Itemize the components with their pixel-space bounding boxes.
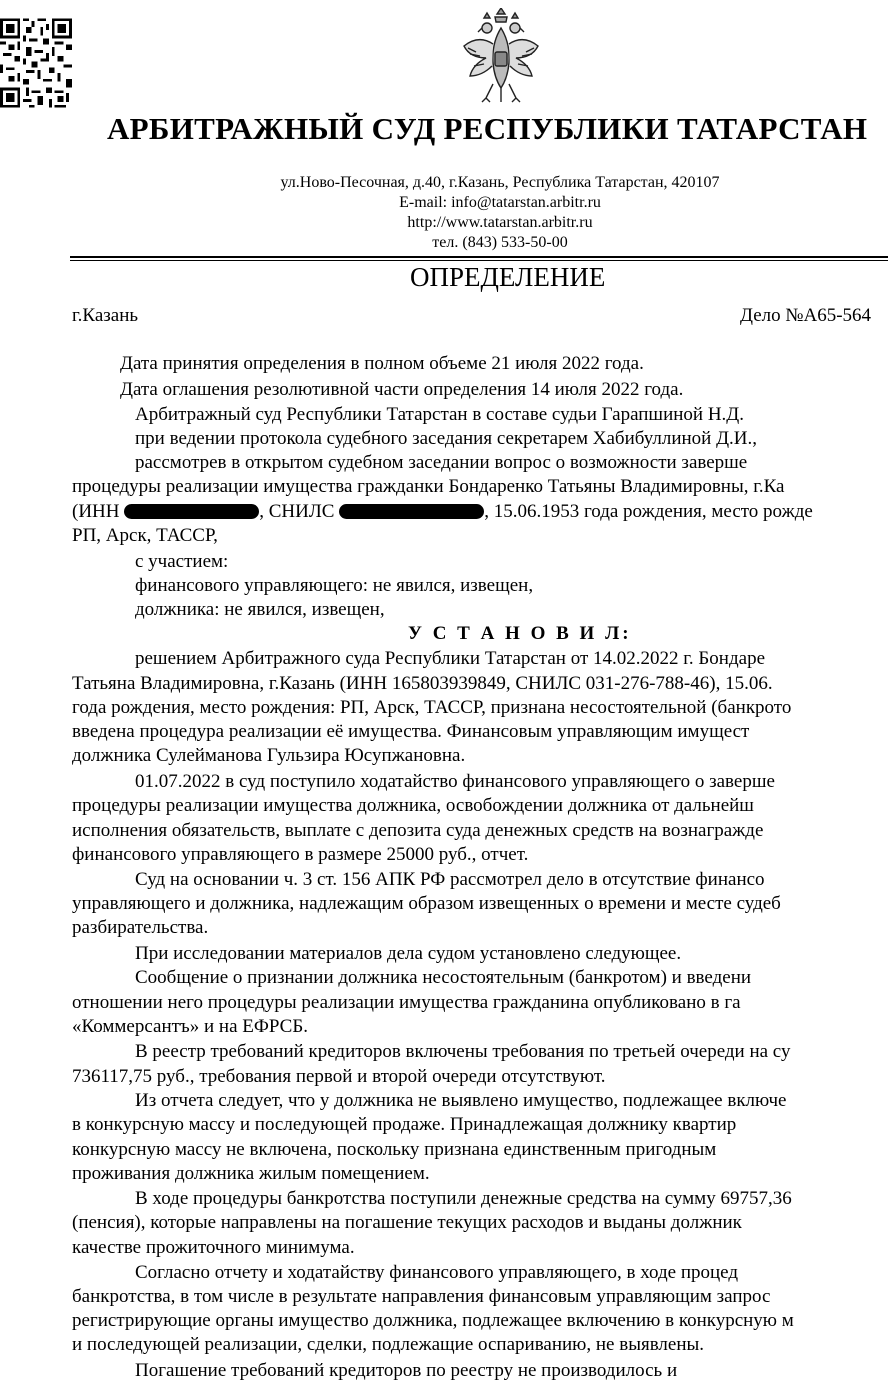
text-line: процедуры реализации имущества должника, освобождении должника от дальнейш [72,795,754,816]
text-line: с участием: [135,551,229,572]
city: г.Казань [72,305,139,326]
text-line: Дата принятия определения в полном объеме 21 июля 2022 года. [120,353,644,374]
text-line: процедуры реализации имущества гражданки Бондаренко Татьяны Владимировны, г.Ка [72,476,785,497]
redaction-mark [124,504,259,519]
text-line: отношении него процедуры реализации имущества гражданина опубликовано в га [72,992,741,1013]
text-line: конкурсную массу не включена, поскольку признана единственным пригодным [72,1139,717,1160]
court-email: E-mail: info@tatarstan.arbitr.ru [399,194,601,211]
text-line: Татьяна Владимировна, г.Казань (ИНН 165803939849, СНИЛС 031-276-788-46), 15.06. [72,673,773,694]
text-line: рассмотрев в открытом судебном заседании вопрос о возможности заверше [135,452,748,473]
text-line: должника: не явился, извещен, [135,599,385,620]
text-line: 736117,75 руб., требования первой и второй очереди отсутствуют. [72,1066,606,1087]
qr-code [0,18,72,108]
text-line: разбирательства. [72,917,209,938]
header-divider-thin [70,260,888,261]
text-line: Из отчета следует, что у должника не выявлено имущество, подлежащее включе [135,1090,787,1111]
text-line: Дата оглашения резолютивной части определения 14 июля 2022 года. [120,379,684,400]
document-title: ОПРЕДЕЛЕНИЕ [410,262,606,292]
text-line: года рождения, место рождения: РП, Арск, ТАССР, признана несостоятельной (банкрото [72,697,792,718]
text-line: Суд на основании ч. 3 ст. 156 АПК РФ рассмотрел дело в отсутствие финансо [135,869,765,890]
text-line: Сообщение о признании должника несостоятельным (банкротом) и введени [135,967,752,988]
court-website: http://www.tatarstan.arbitr.ru [407,214,593,231]
text-line: 01.07.2022 в суд поступило ходатайство финансового управляющего о заверше [135,771,775,792]
text-line: РП, Арск, ТАССР, [72,525,218,546]
redaction-mark [339,504,484,519]
text-line: при ведении протокола судебного заседания секретарем Хабибуллиной Д.И., [135,428,758,449]
text-line: Арбитражный суд Республики Татарстан в составе судьи Гарапшиной Н.Д. [135,404,745,425]
coat-of-arms-icon [456,8,546,104]
court-name: АРБИТРАЖНЫЙ СУД РЕСПУБЛИКИ ТАТАРСТАН [107,111,868,146]
text-line: и последующей реализации, сделки, подлежащие оспариванию, не выявлены. [72,1334,705,1355]
text-line: (пенсия), которые направлены на погашение текущих расходов и выданы должник [72,1212,742,1233]
case-number: Дело №А65-564 [740,305,872,326]
text-line: регистрирующие органы имущество должника, подлежащее включению в конкурсную м [72,1310,794,1331]
ustanovil-heading: У С Т А Н О В И Л: [408,623,632,644]
text-line: банкротства, в том числе в результате направления финансовым управляющим запрос [72,1286,771,1307]
header-divider [70,256,888,258]
text-line: должника Сулейманова Гульзира Юсупжановна. [72,745,466,766]
court-phone: тел. (843) 533-50-00 [432,234,568,251]
text-line: «Коммерсантъ» и на ЕФРСБ. [72,1016,309,1037]
snils-label: , СНИЛС [259,501,335,522]
text-line: финансового управляющего: не явился, извещен, [135,575,534,596]
inn-label: (ИНН [72,501,120,522]
text-line: исполнения обязательств, выплате с депозита суда денежных средств на вознагражде [72,820,764,841]
text-line: Погашение требований кредиторов по реестру не производилось и [135,1360,678,1381]
text-line: В реестр требований кредиторов включены требования по третьей очереди на су [135,1041,791,1062]
birth-info: , 15.06.1953 года рождения, место рожде [484,501,813,522]
text-line: В ходе процедуры банкротства поступили денежные средства на сумму 69757,36 [135,1188,792,1209]
text-line: проживания должника жилым помещением. [72,1163,430,1184]
text-line: управляющего и должника, надлежащим образом извещенных о времени и месте судеб [72,893,781,914]
text-line: введена процедура реализации её имущества. Финансовым управляющим имущест [72,721,750,742]
text-line: качестве прожиточного минимума. [72,1237,355,1258]
text-line: Согласно отчету и ходатайству финансового управляющего, в ходе процед [135,1262,739,1283]
text-line: При исследовании материалов дела судом установлено следующее. [135,943,682,964]
text-line-redacted [72,501,813,523]
court-address: ул.Ново-Песочная, д.40, г.Казань, Республика Татарстан, 420107 [280,174,720,191]
text-line: решением Арбитражного суда Республики Татарстан от 14.02.2022 г. Бондаре [135,648,766,669]
text-line: в конкурсную массу и последующей продаже. Принадлежащая должнику квартир [72,1114,737,1135]
text-line: финансового управляющего в размере 25000 руб., отчет. [72,844,529,865]
